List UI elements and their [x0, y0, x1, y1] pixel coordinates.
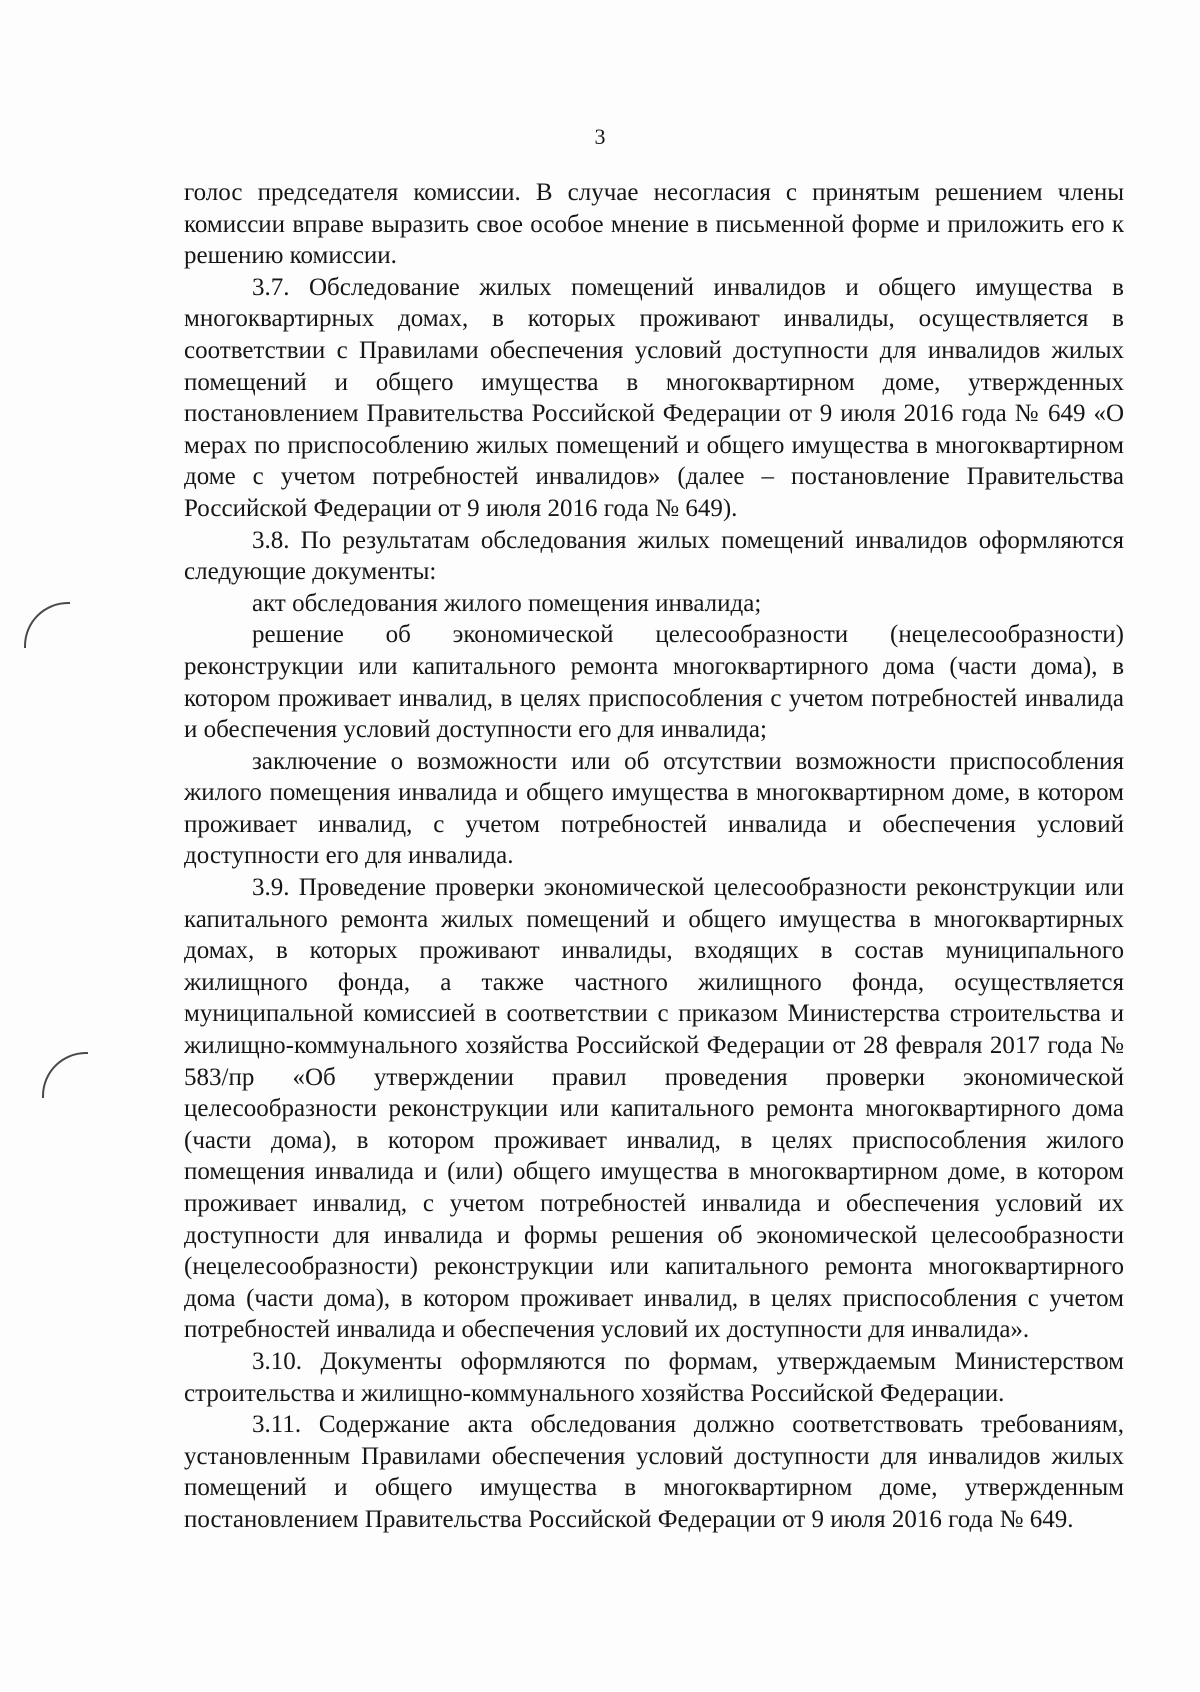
- paragraph-continuation: голос председателя комиссии. В случае несогласия с принятым решением члены комиссии вправе выразить свое особое мнение в письменной форме и приложить его к решению комиссии.: [184, 179, 1124, 270]
- hole-punch-mark: [42, 1052, 88, 1098]
- page-number: 3: [594, 124, 606, 149]
- paragraph-3-11: 3.11. Содержание акта обследования должно соответствовать требованиям, установленным Правилами обеспечения условий доступности для инвалидов жилых помещений и общего имущества в многоквартирном доме, утвержденным постановлением Правительства Российской Федерации от 9 июля 2016 года № 649.: [184, 1411, 1124, 1533]
- hole-punch-mark: [24, 602, 70, 648]
- paragraph-3-10: 3.10. Документы оформляются по формам, утверждаемым Министерством строительства и жилищно-коммунального хозяйства Российской Федерации.: [184, 1347, 1124, 1407]
- list-item-inspection-act: акт обследования жилого помещения инвалида;: [252, 589, 762, 617]
- paragraph-3-7: 3.7. Обследование жилых помещений инвалидов и общего имущества в многоквартирных домах, в которых проживают инвалиды, осуществляется в соответствии с Правилами обеспечения условий доступности для инвалидов жилых помещений и общего имущества в многоквартирном доме, утвержденных постановлением Правительства Российской Федерации от 9 июля 2016 года № 649 «О мерах по приспособлению жилых помещений и общего имущества в многоквартирном доме с учетом потребностей инвалидов» (далее – постановление Правительства Российской Федерации от 9 июля 2016 года № 649).: [184, 273, 1124, 522]
- paragraph-3-9: 3.9. Проведение проверки экономической целесообразности реконструкции или капитального ремонта жилых помещений и общего имущества в многоквартирных домах, в которых проживают инвалиды, входящих в состав муниципального жилищного фонда, а также частного жилищного фонда, осуществляется муниципальной комиссией в соответствии с приказом Министерства строительства и жилищно-коммунального хозяйства Российской Федерации от 28 февраля 2017 года № 583/пр «Об утверждении правил проведения проверки экономической целесообразности реконструкции или капитального ремонта многоквартирного дома (части дома), в котором проживает инвалид, в целях приспособления жилого помещения инвалида и (или) общего имущества в многоквартирном доме, в котором проживает инвалид, с учетом потребностей инвалида и обеспечения условий их доступности для инвалида и формы решения об экономической целесообразности (нецелесообразности) реконструкции или капитального ремонта многоквартирного дома (части дома), в котором проживает инвалид, в целях приспособления с учетом потребностей инвалида и обеспечения условий их доступности для инвалида».: [184, 874, 1124, 1344]
- paragraph-3-8: 3.8. По результатам обследования жилых помещений инвалидов оформляются следующие документы:: [184, 526, 1124, 586]
- document-body: [184, 177, 1124, 1536]
- list-item-conclusion: заключение о возможности или об отсутствии возможности приспособления жилого помещения инвалида и общего имущества в многоквартирном доме, в котором проживает инвалид, с учетом потребностей инвалида и обеспечения условий доступности его для инвалида.: [184, 747, 1124, 870]
- list-item-economic-decision: решение об экономической целесообразности (нецелесообразности) реконструкции или капитального ремонта многоквартирного дома (части дома), в котором проживает инвалид, в целях приспособления с учетом потребностей инвалида и обеспечения условий доступности его для инвалида;: [184, 621, 1124, 744]
